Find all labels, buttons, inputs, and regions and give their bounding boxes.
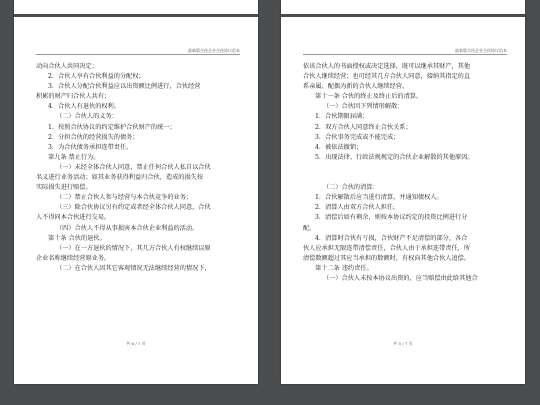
- text-line: 动向合伙人共同决定；: [36, 63, 98, 70]
- page-body: [36, 62, 242, 274]
- document-page-right: [281, 0, 525, 384]
- text-line: 第十条 合伙的退伙。: [48, 234, 106, 242]
- text-line: 1．按照合伙协议的约定维护合伙财产的统一；: [48, 123, 176, 131]
- text-line: （一）未经全体合伙人同意，禁止任何合伙人私自以合伙: [56, 163, 211, 171]
- text-line: （二）合伙的清算：: [323, 184, 379, 192]
- text-line: 配。: [303, 224, 316, 232]
- header-divider: [36, 54, 240, 55]
- text-line: 5．出现法律、行政法规规定的合伙企业解散的其他原因。: [315, 153, 474, 161]
- page-footer: 共 5 / 7 页: [393, 341, 413, 346]
- text-line: 2．合伙人享有合伙利益的分配权；: [48, 73, 145, 81]
- page-footer: 共 6 / 7 页: [126, 341, 146, 346]
- text-line: 2．分担合伙的经营损失的债务；: [48, 133, 139, 141]
- text-line: 3．合伙人分配合伙利益应以出资额比例进行，合伙经营: [48, 83, 201, 91]
- text-line: 4．合伙人有退伙的权利。: [48, 103, 120, 111]
- text-line: 2．双方合伙人同意终止合伙关系；: [315, 123, 412, 131]
- text-line: 3．清偿后如有剩余，则按本协议约定的投资比例进行分: [315, 214, 468, 222]
- previous-page-bottom-edge: [281, 0, 525, 17]
- text-line: 第十二条 违约责任。: [315, 264, 373, 272]
- text-line: （一）合伙人未按本协议出资的，应当赔偿由此给其他合: [323, 274, 478, 282]
- text-line: （四）合伙人不得从事损害本合伙企业利益的活动。: [56, 224, 199, 232]
- text-line: 清偿数额超过其应当承担的数额时，有权向其他合伙人追偿。: [303, 254, 471, 262]
- text-line: [303, 173, 509, 183]
- text-line: [303, 163, 509, 173]
- header-divider: [303, 54, 507, 55]
- text-line: 4．被依法撤销；: [315, 143, 363, 151]
- text-line: 实际损失进行赔偿。: [36, 184, 92, 192]
- text-line: （二）合伙人的义务：: [56, 113, 118, 121]
- text-line: （三）除合伙协议另有约定或者经全体合伙人同意，合伙: [56, 204, 211, 212]
- text-line: 第九条 禁止行为。: [48, 153, 100, 161]
- text-line: 合伙人继续经营；也可经其几方合伙人同意，接纳其指定的直: [303, 73, 471, 81]
- text-line: 伙人应承担无限连带清偿责任，合伙人由于承担连带责任，所: [303, 244, 471, 252]
- text-line: 第十一条 合伙的终止及终止后的清算。: [315, 93, 423, 101]
- text-line: 企业名称继续经营原业务。: [36, 254, 111, 262]
- text-line: 人不得同本合伙进行交易。: [36, 214, 111, 222]
- text-line: 2．清算人由双方合伙人担任。: [315, 204, 400, 212]
- page-header: 最新版合伙企业合伙协议范本: [455, 48, 507, 53]
- text-line: 依该合伙人的书面授权或决定选择，既可以继承其财产，其他: [303, 63, 471, 70]
- text-line: 3．为合伙债务承担连带责任。: [48, 143, 133, 151]
- text-line: 系亲属、配偶为新的合伙人继续经营。: [303, 83, 409, 91]
- page-body: [303, 62, 509, 284]
- text-line: 4．清算时合伙有亏损，合伙财产不足清偿的部分，各合: [315, 234, 468, 242]
- text-line: （二）禁止合伙人参与经营与本合伙竞争的业务；: [56, 194, 193, 202]
- text-line: 1．合伙期限届满；: [315, 113, 369, 121]
- previous-page-bottom-edge: [14, 0, 258, 17]
- text-line: （一）合伙因下列情形解散：: [323, 103, 404, 111]
- text-line: （二）在合伙人因其它客观情况无法继续经营的情况下，: [56, 264, 211, 272]
- text-line: 名义进行业务活动；如其业务获得利益归合伙，造成的损失按: [36, 174, 204, 182]
- document-page-left: [14, 0, 258, 384]
- text-line: （一）在一方退伙的情况下，其几方合伙人有权继续以原: [56, 244, 211, 252]
- text-line: 1．合伙解散后应当进行清算，并通知债权人。: [315, 194, 443, 202]
- page-header: 最新版合伙企业合伙协议范本: [188, 48, 240, 53]
- text-line: 3．合伙事务完成或不能完成；: [315, 133, 400, 141]
- text-line: 积累的财产归合伙人共有；: [36, 93, 111, 101]
